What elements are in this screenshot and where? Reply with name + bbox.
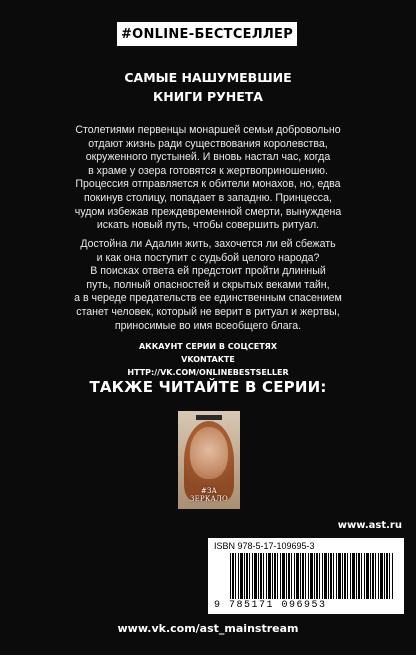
text-line: искать новый путь, чтобы совершить ритуал. <box>96 219 320 232</box>
text-line: а в череде предательств ее единственным спасением <box>74 292 342 305</box>
text-line: и как она поступит с судьбой целого народа? <box>96 251 320 264</box>
text-line: путь, полный опасностей и скрытых веками тайн, <box>86 278 330 291</box>
text-line: станет человек, который не верит в ритуал и жертвы, <box>76 305 340 318</box>
headline-line: САМЫЕ НАШУМЕВШИЕ <box>124 70 292 85</box>
isbn-barcode-box <box>208 538 404 614</box>
text-line: отдают жизнь ради существования королевства, <box>88 137 328 150</box>
headline-line: КНИГИ РУНЕТА <box>153 89 263 104</box>
text-line: в храме у озера готовятся к жертвоприношению. <box>88 164 328 177</box>
headline <box>0 68 416 106</box>
text-line: приносимые во имя всеобщего блага. <box>114 319 302 332</box>
account-network: VKONTAKTE <box>181 355 235 364</box>
text-line: покинув столицу, попадает в западню. Принцесса, <box>84 191 332 204</box>
text-line: Столетиями первенцы монаршей семьи добровольно <box>75 124 341 136</box>
text-line: чудом избежав преждевременной смерти, вынуждена <box>74 205 342 218</box>
text-line: Достойна ли Адалин жить, захочется ли ей сбежать <box>80 238 336 250</box>
also-read-heading: ТАКЖЕ ЧИТАЙТЕ В СЕРИИ: <box>89 378 327 396</box>
description-paragraph-1 <box>14 124 402 233</box>
account-link[interactable]: HTTP://VK.COM/ONLINEBESTSELLER <box>127 368 289 377</box>
isbn-number: ISBN 978-5-17-109695-3 <box>214 541 315 551</box>
text-line: Процессия отправляется к обители монахов, но, едва <box>75 178 341 191</box>
cover-title: #ЗА ЗЕРКАЛО <box>190 487 228 503</box>
text-line: окруженного пустыней. И вновь настал час, когда <box>85 151 331 164</box>
publisher-site[interactable]: www.ast.ru <box>337 520 402 531</box>
account-label: АККАУНТ СЕРИИ В СОЦСЕТЯХ <box>138 342 278 351</box>
description-paragraph-2 <box>14 238 402 333</box>
book-cover-thumbnail[interactable] <box>178 411 240 509</box>
barcode <box>230 553 394 599</box>
cover-face <box>190 427 228 479</box>
series-badge: #ONLINE-БЕСТСЕЛЛЕР <box>117 22 297 46</box>
footer-link[interactable]: www.vk.com/ast_mainstream <box>117 622 299 635</box>
barcode-digits: 9 785171 096953 <box>214 600 327 611</box>
text-line: В поисках ответа ей предстоит пройти длинный <box>90 265 326 278</box>
cover-series-badge <box>196 415 222 420</box>
series-account <box>0 340 416 379</box>
